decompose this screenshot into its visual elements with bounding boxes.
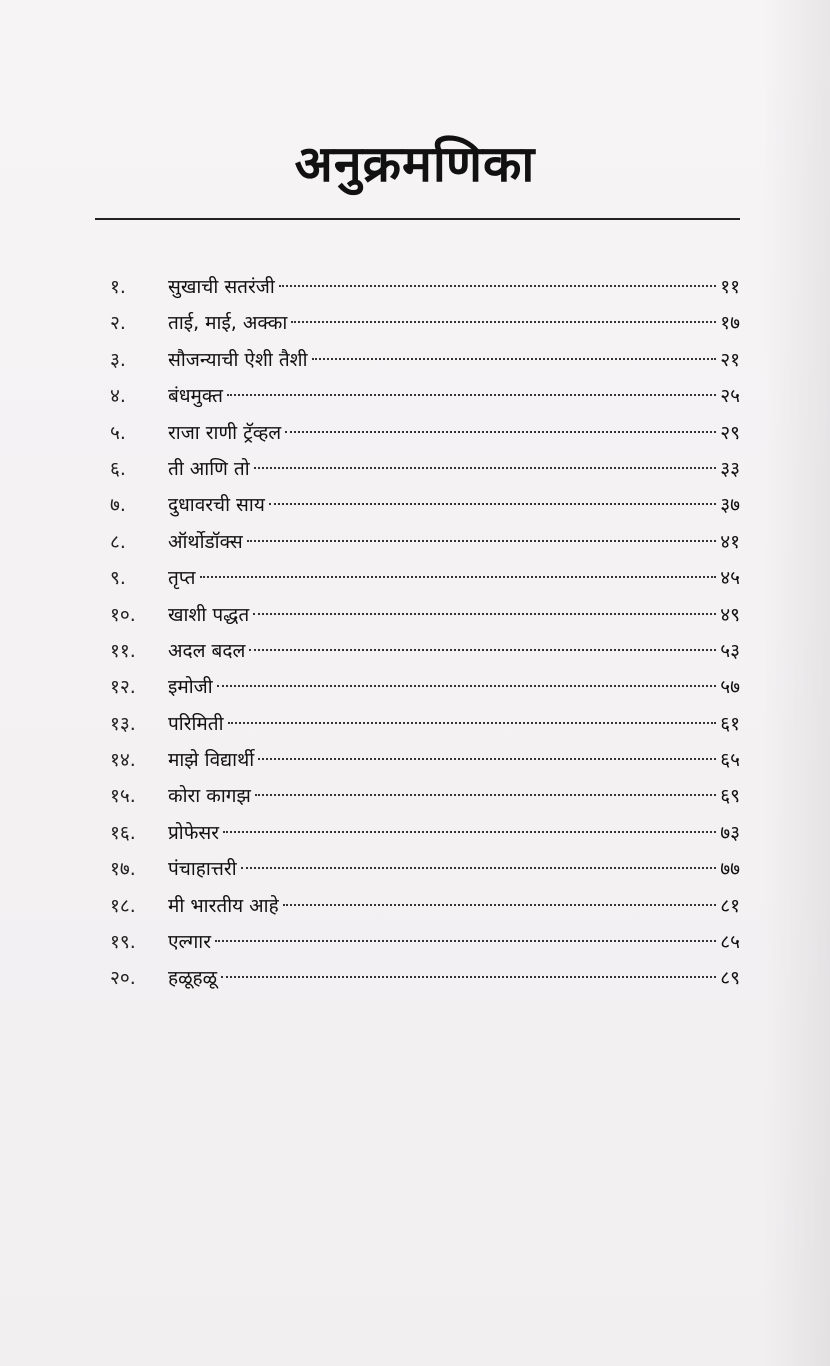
toc-entry-title: हळूहळू <box>168 967 218 990</box>
toc-leader-dots <box>247 540 717 542</box>
toc-entry-page: ४५ <box>720 567 740 590</box>
toc-entry-page: ११ <box>720 276 740 298</box>
toc-leader-dots <box>228 722 717 724</box>
toc-entry-title: इमोजी <box>168 676 213 699</box>
toc-leader-dots <box>283 904 717 906</box>
toc-entry <box>110 634 740 670</box>
toc-leader-dots <box>217 685 717 687</box>
toc-entry-page: ४९ <box>720 603 740 626</box>
toc-entry <box>110 598 740 634</box>
title-divider <box>95 218 740 220</box>
toc-entry-number: ७. <box>110 494 126 517</box>
toc-leader-dots <box>254 467 717 469</box>
toc-entry-title: माझे विद्यार्थी <box>168 749 255 772</box>
toc-entry-title: सौजन्याची ऐशी तैशी <box>168 348 308 371</box>
toc-leader-dots <box>249 649 716 651</box>
toc-entry-page: ५३ <box>720 639 740 662</box>
toc-entry-title: राजा राणी ट्रॅव्हल <box>168 421 282 444</box>
toc-entry-page: १७ <box>720 312 740 335</box>
toc-entry-page: ४१ <box>720 530 740 553</box>
toc-entry-page: ८१ <box>720 894 740 917</box>
toc-entry-page: ३७ <box>720 494 740 517</box>
toc-entry-page: ८९ <box>720 967 740 990</box>
toc-entry-number: २. <box>110 312 126 335</box>
toc-entry-title: अदल बदल <box>168 639 246 662</box>
toc-entry-number: ११. <box>110 639 136 662</box>
toc-entry-page: ६५ <box>720 749 740 772</box>
toc-entry-title: बंधमुक्त <box>168 385 223 408</box>
toc-entry-page: ७७ <box>720 858 740 881</box>
toc-entry-number: १४. <box>110 749 136 772</box>
toc-entry-title: खाशी पद्धत <box>168 603 250 626</box>
toc-entry-title: कोरा कागझ <box>168 785 251 808</box>
toc-entry-page: २१ <box>720 348 740 371</box>
toc-entry <box>110 925 740 961</box>
toc-leader-dots <box>227 394 716 396</box>
table-of-contents <box>110 270 740 998</box>
toc-entry <box>110 452 740 488</box>
toc-leader-dots <box>279 285 716 287</box>
toc-entry <box>110 525 740 561</box>
toc-entry-number: २०. <box>110 967 136 990</box>
toc-entry <box>110 488 740 524</box>
toc-entry-title: ताई, माई, अक्का <box>168 312 288 335</box>
toc-entry-page: २९ <box>720 421 740 444</box>
toc-entry-number: १३. <box>110 712 136 735</box>
toc-entry-page: ३३ <box>720 457 740 480</box>
page-title: अनुक्रमणिका <box>294 135 536 193</box>
toc-entry-page: ७३ <box>720 821 740 844</box>
toc-leader-dots <box>269 503 716 505</box>
toc-entry <box>110 343 740 379</box>
toc-entry <box>110 889 740 925</box>
toc-entry <box>110 961 740 997</box>
toc-entry-title: ऑर्थोडॉक्स <box>168 530 243 553</box>
toc-leader-dots <box>291 321 716 323</box>
toc-entry-number: १६. <box>110 821 136 844</box>
toc-entry-page: २५ <box>720 385 740 408</box>
toc-entry-title: दुधावरची साय <box>168 494 265 517</box>
toc-leader-dots <box>241 867 717 869</box>
toc-leader-dots <box>255 794 716 796</box>
toc-leader-dots <box>258 758 716 760</box>
toc-leader-dots <box>285 431 716 433</box>
toc-entry-number: ३. <box>110 348 126 371</box>
toc-leader-dots <box>221 976 716 978</box>
toc-entry <box>110 416 740 452</box>
toc-entry-page: ८५ <box>720 931 740 954</box>
toc-entry-number: ६. <box>110 457 126 480</box>
toc-entry <box>110 779 740 815</box>
toc-entry <box>110 561 740 597</box>
toc-entry-title: ती आणि तो <box>168 457 250 480</box>
toc-entry-number: ९. <box>110 567 126 590</box>
toc-entry <box>110 379 740 415</box>
toc-entry-number: १. <box>110 276 126 298</box>
toc-entry <box>110 670 740 706</box>
toc-entry-title: पंचाहात्तरी <box>168 858 237 881</box>
toc-entry <box>110 816 740 852</box>
toc-entry-title: सुखाची सतरंजी <box>168 276 275 298</box>
toc-entry <box>110 743 740 779</box>
toc-entry <box>110 707 740 743</box>
toc-entry-number: १०. <box>110 603 136 626</box>
toc-entry <box>110 852 740 888</box>
toc-entry-number: १२. <box>110 676 136 699</box>
toc-entry-number: ५. <box>110 421 126 444</box>
toc-leader-dots <box>253 613 716 615</box>
toc-entry-number: १७. <box>110 858 136 881</box>
toc-entry <box>110 306 740 342</box>
toc-entry-title: तृप्त <box>168 567 196 590</box>
toc-leader-dots <box>223 831 716 833</box>
toc-leader-dots <box>200 576 717 578</box>
toc-entry-number: १९. <box>110 931 136 954</box>
toc-leader-dots <box>312 358 717 360</box>
toc-entry-number: १८. <box>110 894 136 917</box>
toc-entry-title: एल्गार <box>168 931 211 954</box>
toc-entry-page: ५७ <box>720 676 740 699</box>
toc-entry-number: १५. <box>110 785 136 808</box>
toc-entry-title: परिमिती <box>168 712 224 735</box>
toc-entry-number: ८. <box>110 530 126 553</box>
toc-entry-title: मी भारतीय आहे <box>168 894 279 917</box>
toc-leader-dots <box>215 940 716 942</box>
toc-entry-page: ६९ <box>720 785 740 808</box>
toc-entry-page: ६१ <box>720 712 740 735</box>
toc-entry-number: ४. <box>110 385 126 408</box>
toc-entry-title: प्रोफेसर <box>168 821 219 844</box>
toc-entry <box>110 270 740 306</box>
